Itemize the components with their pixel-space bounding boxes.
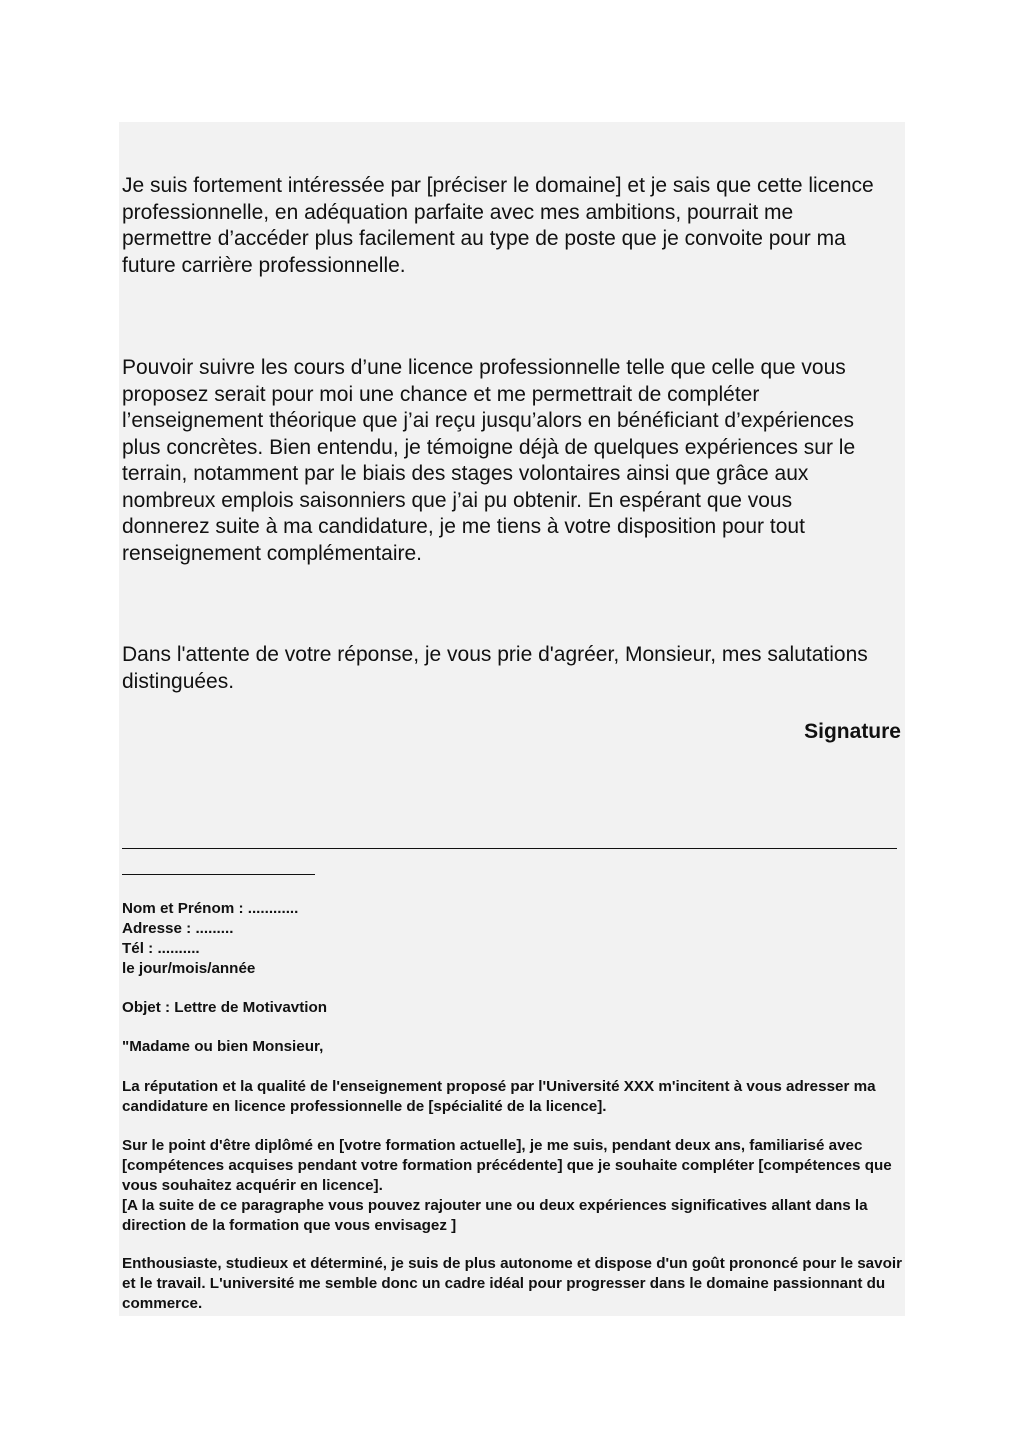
contact-date: le jour/mois/année: [122, 960, 256, 977]
letter-salutation: "Madame ou bien Monsieur,: [122, 1038, 324, 1055]
letter-subject: Objet : Lettre de Motivavtion: [122, 999, 328, 1016]
template-paragraph-2: [122, 1136, 902, 1236]
template-paragraph-2-text: Sur le point d'être diplômé en [votre formation actuelle], je me suis, pendant deux ans, familiarisé avec [compétences acquises pendant votre formation précédente] que je souhaite compléter [compétences que vous souhaitez acquérir en licence].: [122, 1137, 892, 1194]
contact-block: [122, 899, 902, 979]
letter-paragraph-2: Pouvoir suivre les cours d’une licence professionnelle telle que celle que vous proposez serait pour moi une chance et me permettrait de compléter l’enseignement théorique que j’ai reçu jusqu’alors en bénéficiant d’expériences plus concrètes. Bien entendu, je témoigne déjà de quelques expériences sur le terrain, notamment par le biais des stages volontaires ainsi que grâce aux nombreux emplois saisonniers que j’ai pu obtenir. En espérant que vous donnerez suite à ma candidature, je me tiens à votre disposition pour tout renseignement complémentaire.: [122, 356, 856, 565]
letter-closing: Dans l'attente de votre réponse, je vous prie d'agréer, Monsieur, mes salutations distinguées.: [122, 643, 868, 693]
contact-name: Nom et Prénom : ............: [122, 900, 299, 917]
document-page: [119, 122, 905, 1316]
letter-paragraph-1: Je suis fortement intéressée par [préciser le domaine] et je sais que cette licence professionnelle, en adéquation parfaite avec mes ambitions, pourrait me permettre d’accéder plus facilement au type de poste que je convoite pour ma future carrière professionnelle.: [122, 174, 874, 277]
contact-phone: Tél : ..........: [122, 940, 200, 957]
signature: Signature: [804, 720, 901, 743]
contact-address: Adresse : .........: [122, 920, 234, 937]
template-paragraph-1: La réputation et la qualité de l'enseignement proposé par l'Université XXX m'incitent à vous adresser ma candidature en licence professionnelle de [spécialité de la licence].: [122, 1078, 876, 1115]
separator-line-short: [122, 874, 315, 875]
separator-line: [122, 848, 897, 849]
template-paragraph-3: Enthousiaste, studieux et déterminé, je suis de plus autonome et dispose d'un goût prononcé pour le savoir et le travail. L'université me semble donc un cadre idéal pour progresser dans le domaine passionnant du commerce.: [122, 1255, 902, 1312]
template-paragraph-2-note: [A la suite de ce paragraphe vous pouvez rajouter une ou deux expériences significatives allant dans la direction de la formation que vous envisagez ]: [122, 1197, 868, 1234]
